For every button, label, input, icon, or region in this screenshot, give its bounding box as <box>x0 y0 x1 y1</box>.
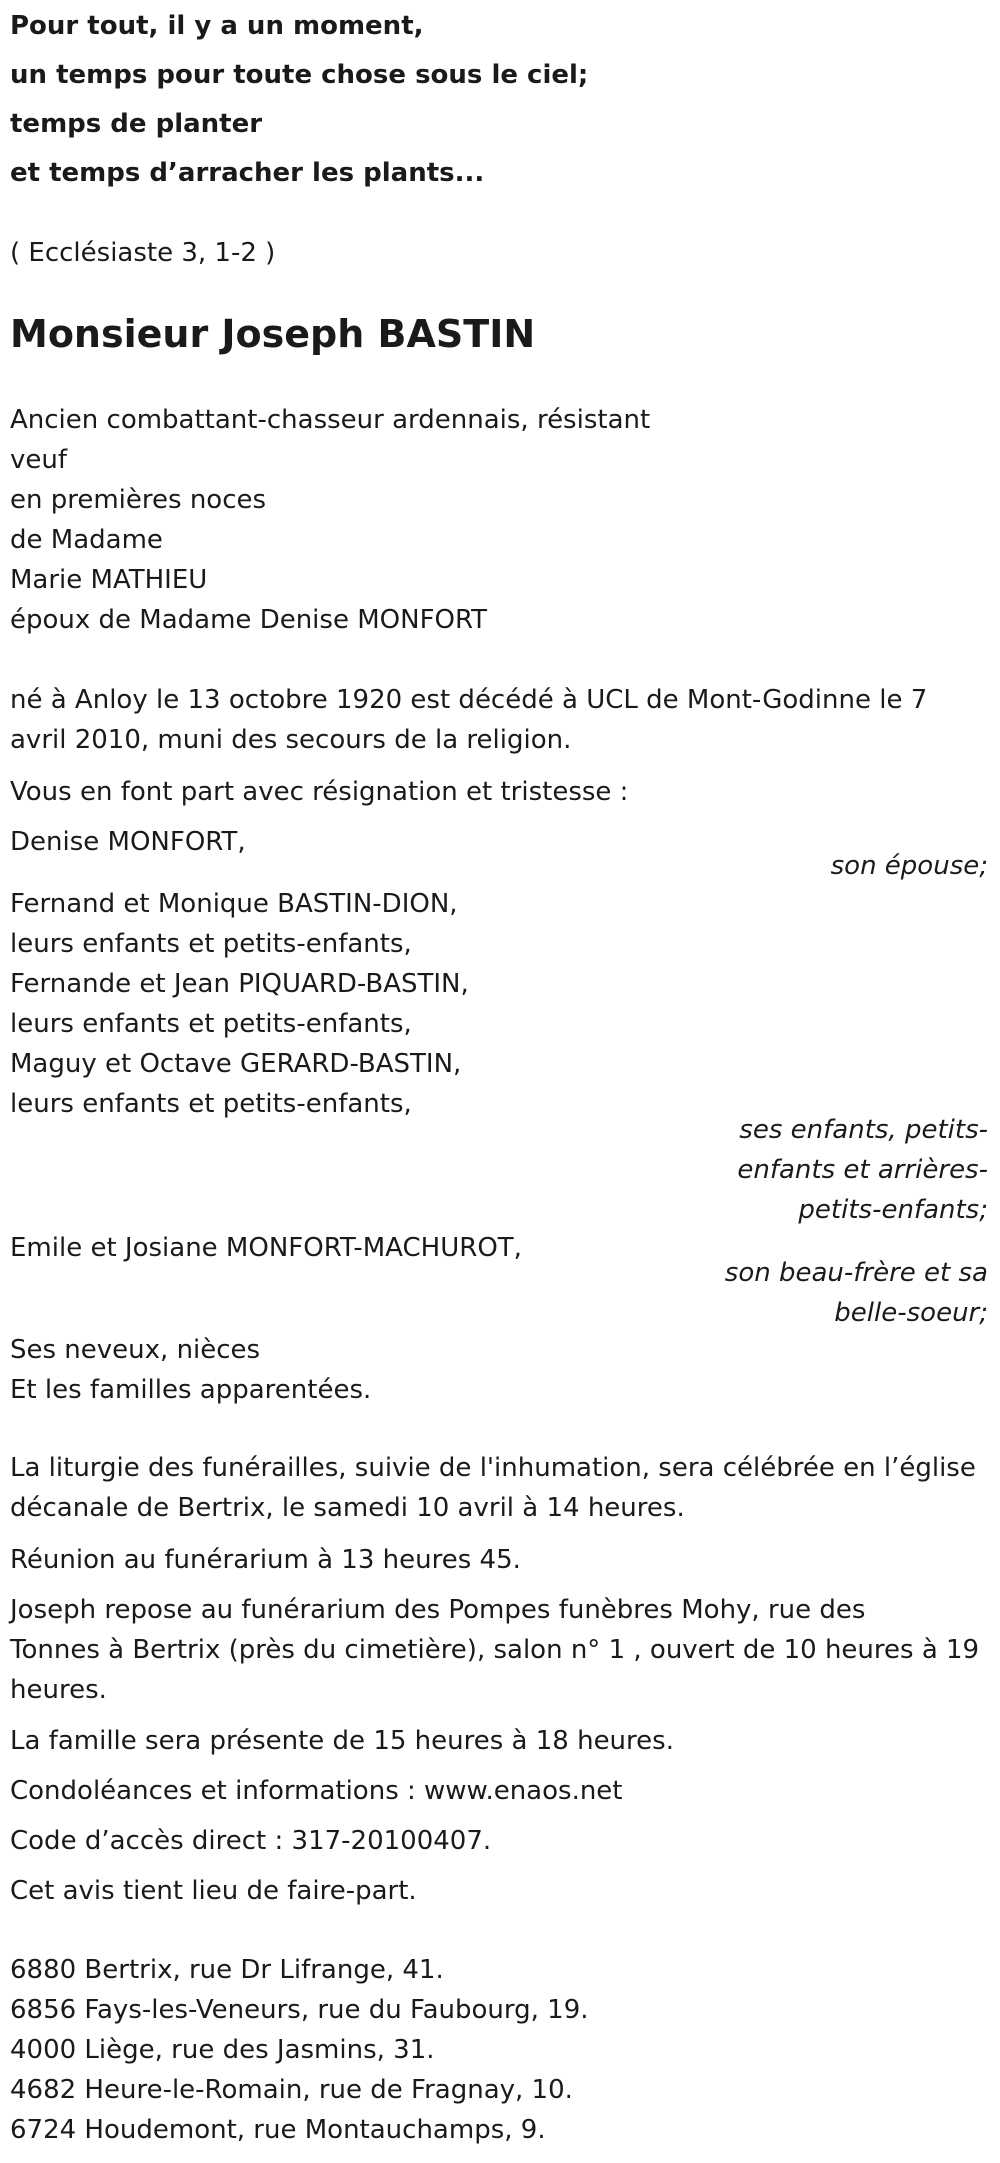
scripture-reference: ( Ecclésiaste 3, 1-2 ) <box>10 238 276 268</box>
reunion: Réunion au funérarium à 13 heures 45. <box>10 1545 521 1575</box>
children-line: leurs enfants et petits-enfants, <box>10 1009 412 1039</box>
address-line: 6724 Houdemont, rue Montauchamps, 9. <box>10 2115 546 2145</box>
other-relatives-line: Et les familles apparentées. <box>10 1375 372 1405</box>
address-line: 6880 Bertrix, rue Dr Lifrange, 41. <box>10 1955 444 1985</box>
children-line: leurs enfants et petits-enfants, <box>10 1089 412 1119</box>
address-line: 6856 Fays-les-Veneurs, rue du Faubourg, 19. <box>10 1995 589 2025</box>
family-present: La famille sera présente de 15 heures à 18 heures. <box>10 1726 674 1756</box>
liturgy-line: décanale de Bertrix, le samedi 10 avril à 14 heures. <box>10 1493 685 1523</box>
birth-death <box>10 680 927 760</box>
poem-line: temps de planter <box>10 109 263 139</box>
children-role-line: enfants et arrières- <box>737 1155 988 1185</box>
repose-line: heures. <box>10 1675 107 1705</box>
children-role-line: ses enfants, petits- <box>739 1115 988 1145</box>
announcement: Vous en font part avec résignation et tristesse : <box>10 777 629 807</box>
inlaws-role-line: belle-soeur; <box>834 1298 988 1328</box>
condolences: Condoléances et informations : www.enaos.net <box>10 1776 623 1806</box>
children-line: Fernande et Jean PIQUARD-BASTIN, <box>10 969 469 999</box>
repose-line: Joseph repose au funérarium des Pompes funèbres Mohy, rue des <box>10 1595 866 1625</box>
inlaws-role-line: son beau-frère et sa <box>724 1258 988 1288</box>
birth-death-line: avril 2010, muni des secours de la religion. <box>10 725 572 755</box>
addresses <box>10 1950 589 2150</box>
poem <box>10 2 588 198</box>
birth-death-line: né à Anloy le 13 octobre 1920 est décédé à UCL de Mont-Godinne le 7 <box>10 685 928 715</box>
children-line: leurs enfants et petits-enfants, <box>10 929 412 959</box>
repose-line: Tonnes à Bertrix (près du cimetière), salon n° 1 , ouvert de 10 heures à 19 <box>10 1635 980 1665</box>
faire-part-notice: Cet avis tient lieu de faire-part. <box>10 1876 417 1906</box>
deceased-name: Monsieur Joseph BASTIN <box>10 312 536 356</box>
access-code: Code d’accès direct : 317-20100407. <box>10 1826 492 1856</box>
children-line: Maguy et Octave GERARD-BASTIN, <box>10 1049 462 1079</box>
bio-line: de Madame <box>10 525 163 555</box>
inlaws-name: Emile et Josiane MONFORT-MACHUROT, <box>10 1233 522 1263</box>
children-line: Fernand et Monique BASTIN-DION, <box>10 889 458 919</box>
bio-line: Marie MATHIEU <box>10 565 208 595</box>
bio-line: veuf <box>10 445 68 475</box>
address-line: 4000 Liège, rue des Jasmins, 31. <box>10 2035 435 2065</box>
bio-line: Ancien combattant-chasseur ardennais, résistant <box>10 405 651 435</box>
children-role <box>737 1110 988 1230</box>
other-relatives <box>10 1330 371 1410</box>
poem-line: et temps d’arracher les plants... <box>10 158 485 188</box>
repose <box>10 1590 979 1710</box>
liturgy <box>10 1448 976 1528</box>
address-line: 4682 Heure-le-Romain, rue de Fragnay, 10. <box>10 2075 573 2105</box>
other-relatives-line: Ses neveux, nièces <box>10 1335 261 1365</box>
inlaws-role <box>725 1253 988 1333</box>
children-list <box>10 884 469 1124</box>
poem-line: un temps pour toute chose sous le ciel; <box>10 60 589 90</box>
biography <box>10 400 650 640</box>
poem-line: Pour tout, il y a un moment, <box>10 11 424 41</box>
spouse-role: son épouse; <box>830 851 988 881</box>
children-role-line: petits-enfants; <box>798 1195 988 1225</box>
bio-line: époux de Madame Denise MONFORT <box>10 605 488 635</box>
liturgy-line: La liturgie des funérailles, suivie de l'inhumation, sera célébrée en l’église <box>10 1453 976 1483</box>
bio-line: en premières noces <box>10 485 267 515</box>
spouse-name: Denise MONFORT, <box>10 827 246 857</box>
